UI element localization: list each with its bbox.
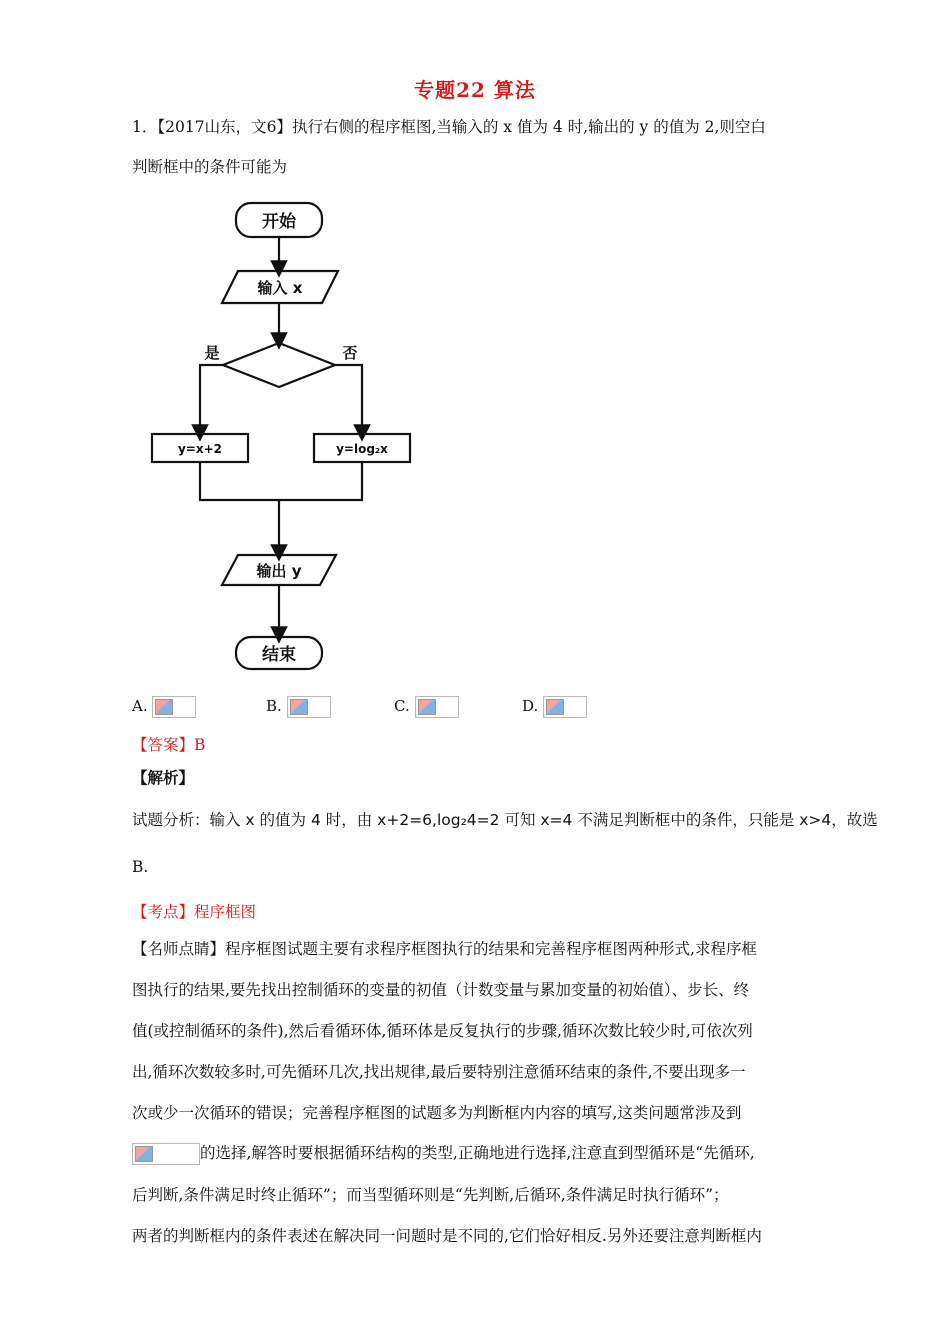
mingshi-line-2: 图执行的结果,要先找出控制循环的变量的初值（计数变量与累加变量的初始值）、步长、终 xyxy=(132,981,750,999)
option-b[interactable] xyxy=(266,696,331,718)
question-line-2: 判断框中的条件可能为 xyxy=(132,158,288,176)
page-title: 专题22 算法 xyxy=(414,78,536,102)
broken-image-icon xyxy=(152,696,196,718)
analysis-heading: 【解析】 xyxy=(132,768,195,787)
question-number: 1． xyxy=(132,118,158,136)
no-label: 否 xyxy=(342,344,358,362)
option-c[interactable] xyxy=(394,696,459,718)
left-box-label: y=x+2 xyxy=(177,442,223,456)
answer-line xyxy=(132,733,205,755)
broken-image-icon xyxy=(415,696,459,718)
question-text-1: 执行右侧的程序框图,当输入的 x 值为 4 时,输出的 y 的值为 2,则空白 xyxy=(291,118,766,136)
decision-diamond xyxy=(223,343,335,387)
option-d-label: D. xyxy=(522,697,539,715)
flowchart xyxy=(140,195,430,675)
mingshi-line-8: 两者的判断框内的条件表述在解决同一问题时是不同的,它们恰好相反.另外还要注意判断框内 xyxy=(132,1227,762,1245)
question-source: 【2017山东，文6】 xyxy=(157,118,292,136)
kaodian-label: 【考点】 xyxy=(132,903,195,921)
mingshi-line-6 xyxy=(132,1141,755,1165)
option-d[interactable] xyxy=(522,696,587,718)
option-c-label: C. xyxy=(394,697,410,715)
mingshi-label: 【名师点睛】 xyxy=(132,940,226,958)
output-label: 输出 y xyxy=(256,562,302,580)
broken-image-icon xyxy=(132,1143,200,1165)
mingshi-line-7: 后判断,条件满足时终止循环”；而当型循环则是“先判断,后循环,条件满足时执行循环”； xyxy=(132,1186,729,1204)
yes-label: 是 xyxy=(204,344,220,362)
analysis-line-2: B. xyxy=(132,858,149,876)
kaodian-line xyxy=(132,900,256,922)
start-label: 开始 xyxy=(262,212,296,232)
answer-label: 【答案】 xyxy=(132,736,195,754)
option-a-label: A. xyxy=(132,697,148,715)
mingshi-text-6: 的选择,解答时要根据循环结构的类型,正确地进行选择,注意直到型循环是“先循环, xyxy=(200,1144,755,1162)
option-a[interactable] xyxy=(132,696,196,718)
question-line-1 xyxy=(132,115,766,137)
right-box-label: y=log₂x xyxy=(336,442,388,456)
input-label: 输入 x xyxy=(257,279,303,297)
mingshi-line-4: 出,循环次数较多时,可先循环几次,找出规律,最后要特别注意循环结束的条件,不要出现多一 xyxy=(132,1063,746,1081)
kaodian-value: 程序框图 xyxy=(194,903,257,921)
mingshi-line-3: 值(或控制循环的条件),然后看循环体,循环体是反复执行的步骤,循环次数比较少时,可依次列 xyxy=(132,1022,753,1040)
mingshi-line-5: 次或少一次循环的错误；完善程序框图的试题多为判断框内内容的填写,这类问题常涉及到 xyxy=(132,1104,742,1122)
mingshi-text-1: 程序框图试题主要有求程序框图执行的结果和完善程序框图两种形式,求程序框 xyxy=(225,940,757,958)
broken-image-icon xyxy=(287,696,331,718)
analysis-line-1: 试题分析：输入 x 的值为 4 时，由 x+2=6,log₂4=2 可知 x=4 不满足判断框中的条件，只能是 x>4，故选 xyxy=(132,811,878,829)
answer-value: B xyxy=(194,736,206,754)
option-b-label: B. xyxy=(266,697,282,715)
broken-image-icon xyxy=(543,696,587,718)
mingshi-line-1 xyxy=(132,937,757,959)
end-label: 结束 xyxy=(262,645,296,665)
